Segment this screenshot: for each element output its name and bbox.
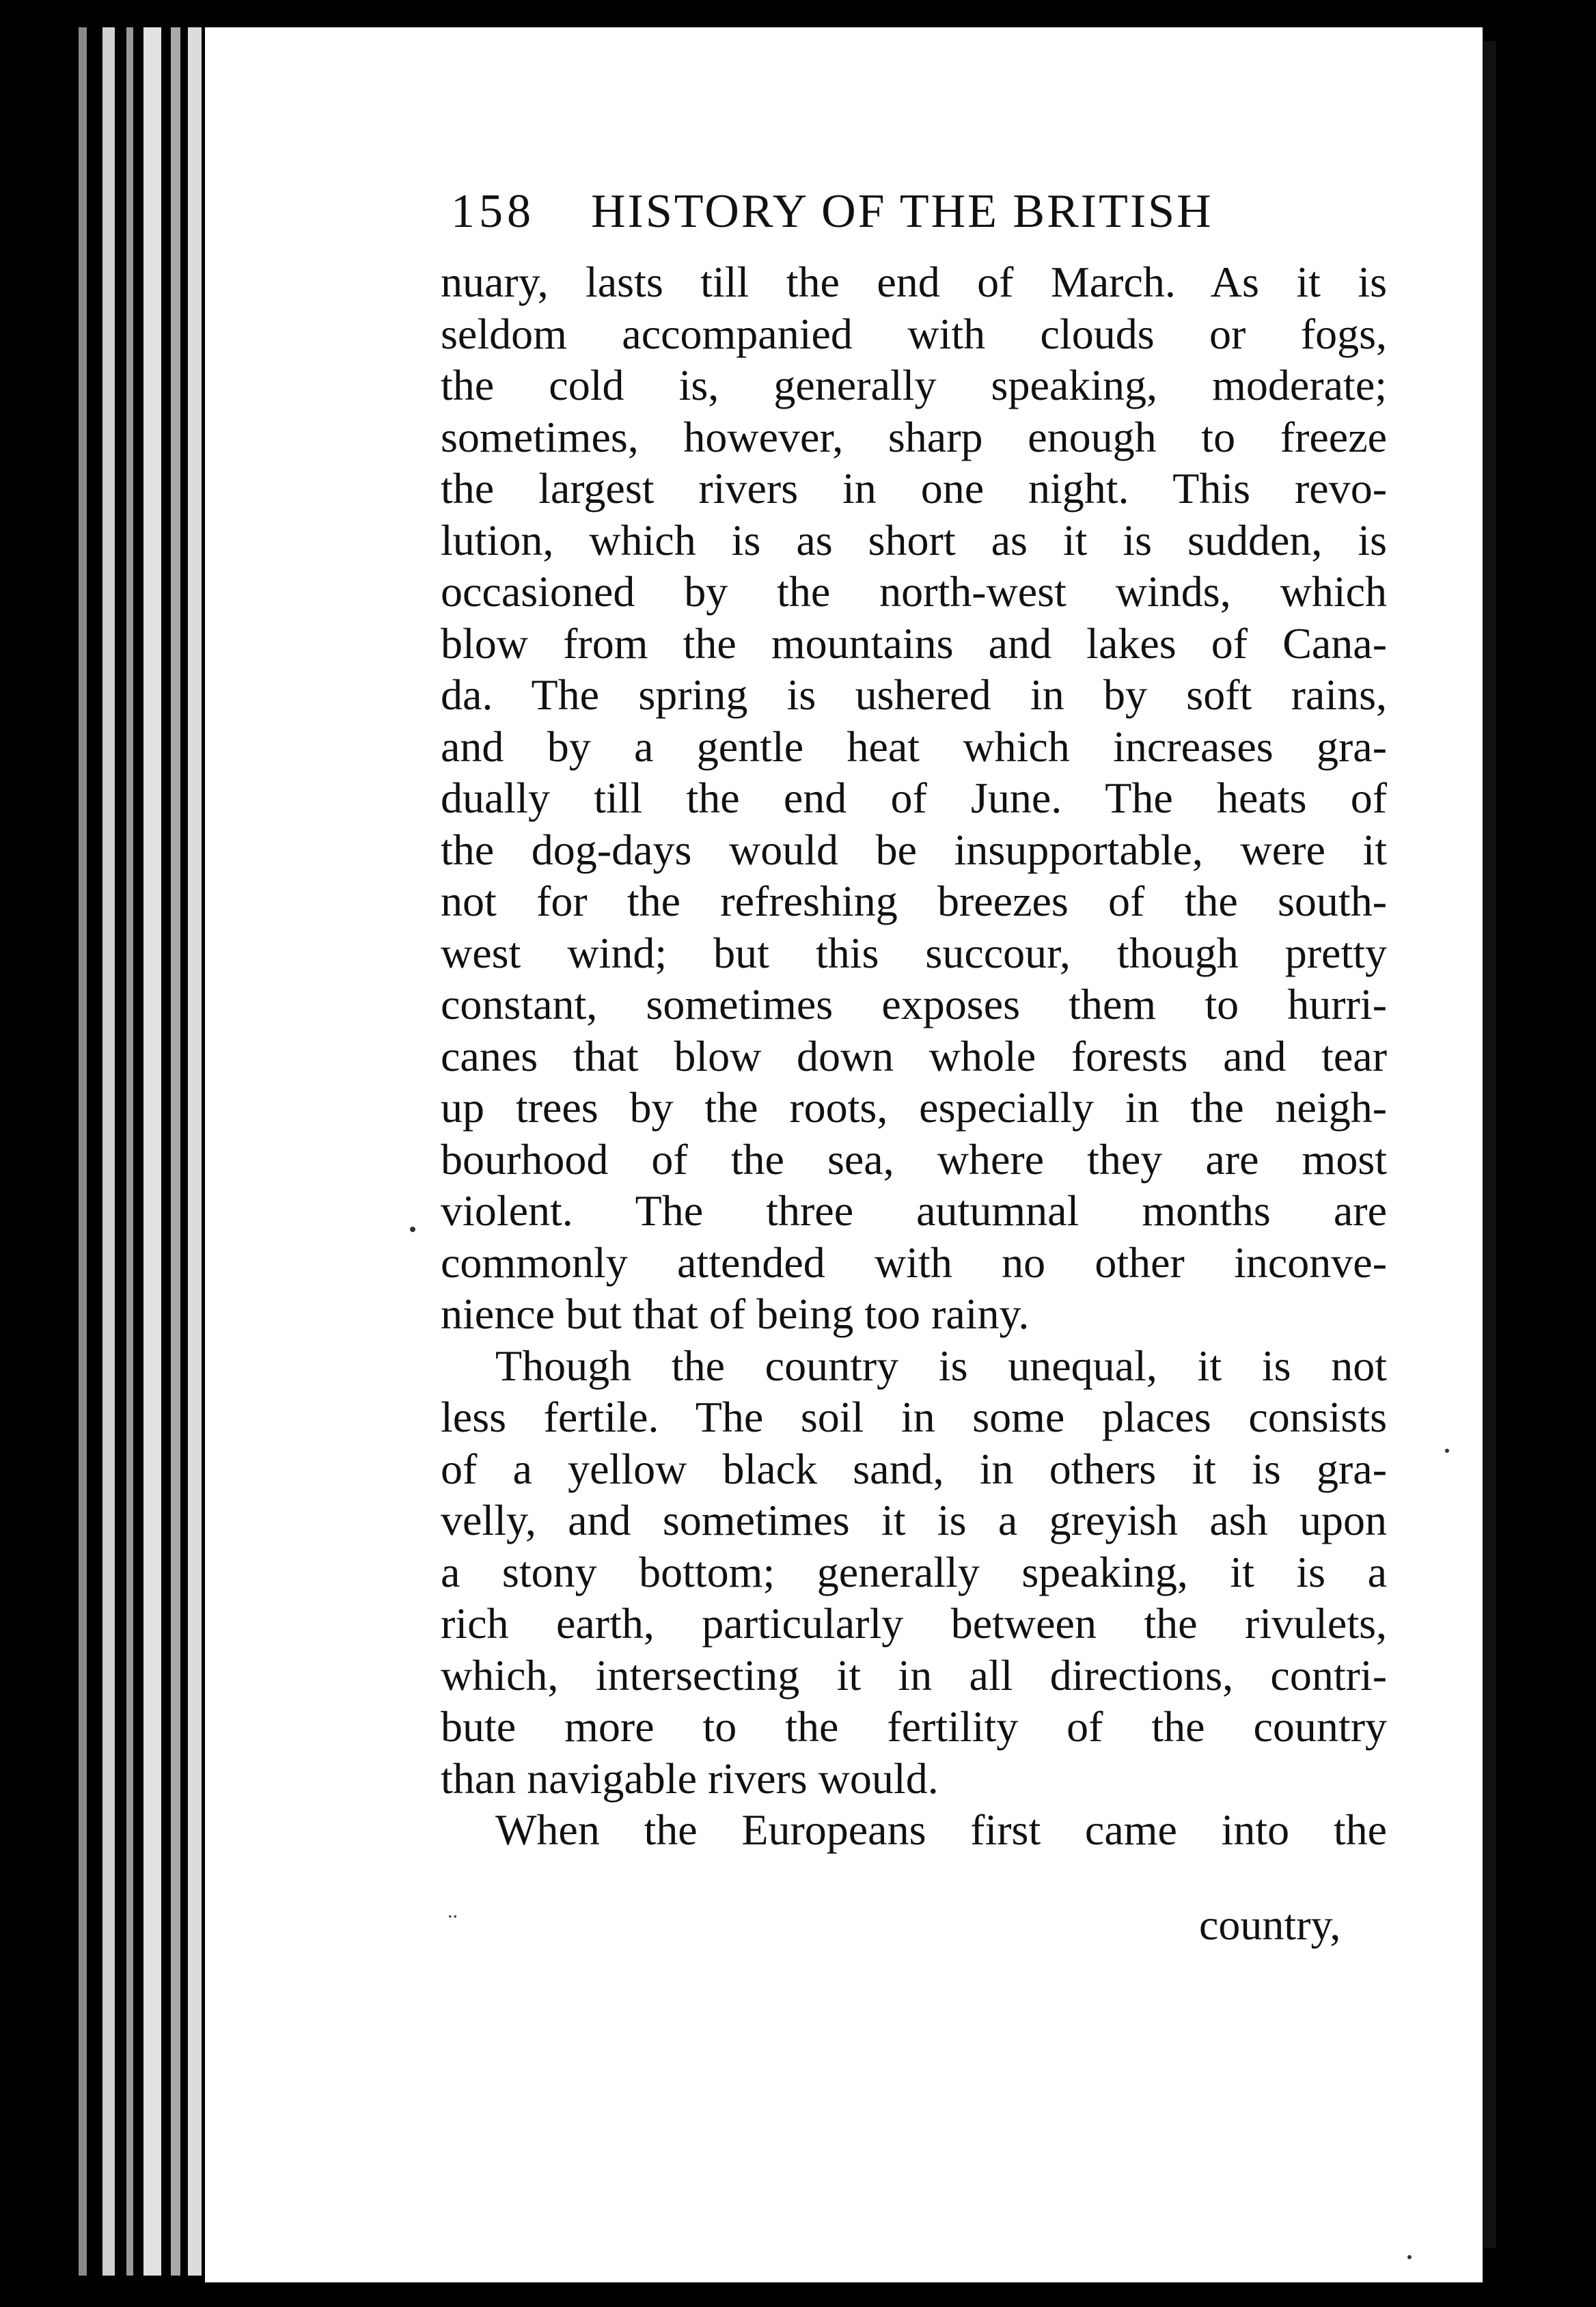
page-edge-stripe xyxy=(143,27,161,2276)
text-line: canes that blow down whole forests and tear xyxy=(441,1031,1387,1080)
text-line: violent. The three autumnal months are xyxy=(441,1186,1387,1235)
text-line: occasioned by the north-west winds, which xyxy=(441,567,1387,616)
body-text xyxy=(441,256,1387,1856)
text-line: commonly attended with no other inconve- xyxy=(441,1238,1387,1287)
text-line: which, intersecting it in all directions, contri- xyxy=(441,1650,1387,1699)
page-edge-stripe xyxy=(188,27,202,2276)
text-line: and by a gentle heat which increases gra- xyxy=(441,722,1387,771)
text-line: lution, which is as short as it is sudden, is xyxy=(441,515,1387,564)
catchword: country, xyxy=(1199,1900,1341,1949)
text-line: the largest rivers in one night. This revo- xyxy=(441,464,1387,513)
text-line: of a yellow black sand, in others it is gra- xyxy=(441,1444,1387,1493)
text-line-paragraph-start: Though the country is unequal, it is not xyxy=(495,1341,1387,1390)
text-line: bourhood of the sea, where they are most xyxy=(441,1134,1387,1184)
page-edge-stripe xyxy=(126,27,133,2276)
text-line: da. The spring is ushered in by soft rains, xyxy=(441,670,1387,719)
page-number: 158 xyxy=(451,185,535,238)
ink-speck xyxy=(410,1227,415,1232)
signature-mark: .. xyxy=(448,1900,458,1922)
text-line: dually till the end of June. The heats of xyxy=(441,774,1387,822)
text-line: velly, and sometimes it is a greyish ash upon xyxy=(441,1496,1387,1544)
text-line: rich earth, particularly between the rivulets, xyxy=(441,1599,1387,1648)
text-line: nience but that of being too rainy. xyxy=(441,1289,1030,1338)
text-line: the dog-days would be insupportable, were it xyxy=(441,825,1387,874)
text-line-paragraph-start: When the Europeans first came into the xyxy=(495,1805,1387,1854)
text-line: seldom accompanied with clouds or fogs, xyxy=(441,309,1387,358)
running-title: HISTORY OF THE BRITISH xyxy=(591,185,1213,238)
ink-speck xyxy=(1445,1449,1449,1453)
text-line: sometimes, however, sharp enough to freeze xyxy=(441,412,1387,461)
text-line: constant, sometimes exposes them to hurri- xyxy=(441,980,1387,1028)
ink-speck xyxy=(1407,2255,1412,2259)
text-line: a stony bottom; generally speaking, it is a xyxy=(441,1547,1387,1596)
page-edge-stripe xyxy=(102,27,115,2276)
text-line: not for the refreshing breezes of the south- xyxy=(441,877,1387,925)
text-line: blow from the mountains and lakes of Cana- xyxy=(441,618,1387,668)
text-line: the cold is, generally speaking, moderate; xyxy=(441,361,1387,409)
text-line: bute more to the fertility of the country xyxy=(441,1702,1387,1751)
page-header xyxy=(451,185,1524,253)
text-line: nuary, lasts till the end of March. As it is xyxy=(441,258,1387,306)
text-line: west wind; but this succour, though pretty xyxy=(441,928,1387,977)
text-line: less fertile. The soil in some places consists xyxy=(441,1393,1387,1441)
page-edge-stripe xyxy=(171,27,180,2276)
text-line: than navigable rivers would. xyxy=(441,1753,939,1803)
page-edge-stripe xyxy=(79,27,87,2276)
text-line: up trees by the roots, especially in the neigh- xyxy=(441,1083,1387,1132)
